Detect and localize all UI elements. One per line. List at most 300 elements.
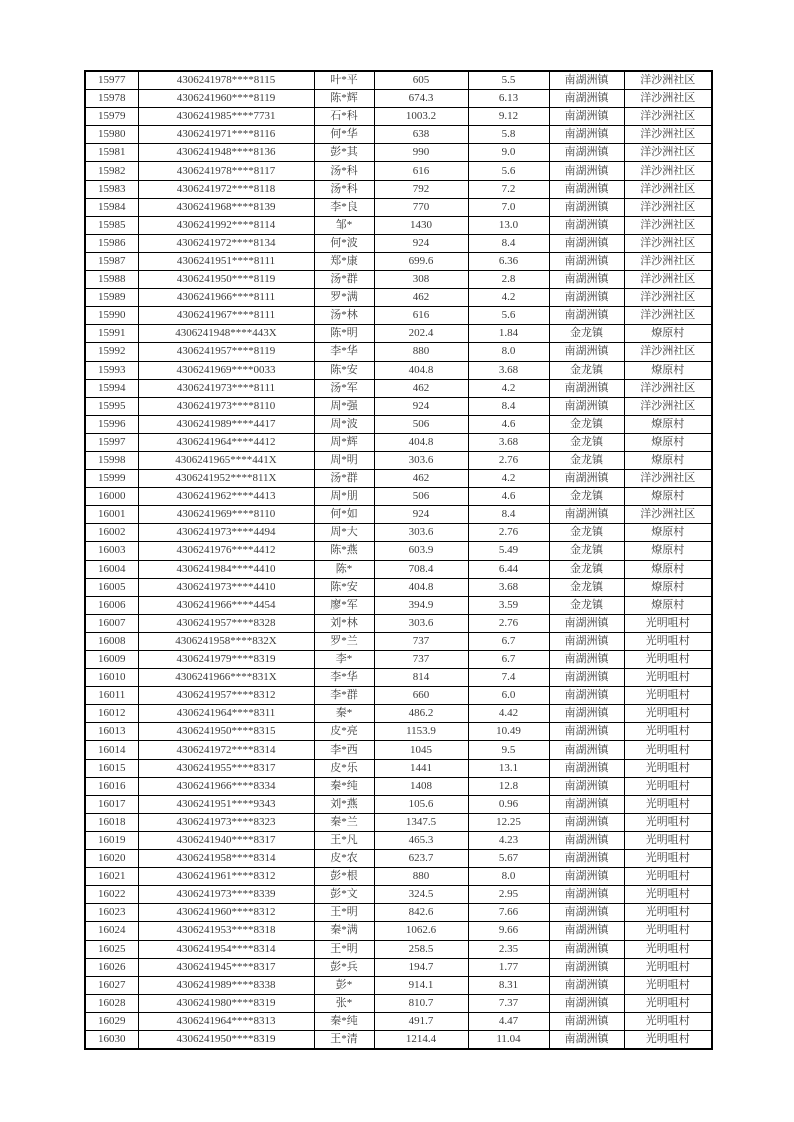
table-row	[85, 813, 712, 831]
cell-id: 4306241957****8312	[138, 687, 314, 705]
cell-name: 彭*其	[314, 144, 374, 162]
cell-id: 4306241973****4410	[138, 578, 314, 596]
cell-id: 4306241984****4410	[138, 560, 314, 578]
table-row	[85, 180, 712, 198]
cell-rate: 6.7	[468, 651, 549, 669]
cell-name: 彭*根	[314, 868, 374, 886]
cell-town: 南湖洲镇	[549, 831, 624, 849]
table-row	[85, 506, 712, 524]
cell-serial: 15982	[85, 162, 138, 180]
cell-town: 南湖洲镇	[549, 777, 624, 795]
cell-amount: 842.6	[374, 904, 468, 922]
cell-id: 4306241973****4494	[138, 524, 314, 542]
cell-town: 南湖洲镇	[549, 850, 624, 868]
cell-amount: 616	[374, 307, 468, 325]
cell-name: 秦*满	[314, 922, 374, 940]
cell-amount: 1441	[374, 759, 468, 777]
cell-id: 4306241950****8319	[138, 1030, 314, 1049]
cell-serial: 15980	[85, 126, 138, 144]
cell-town: 南湖洲镇	[549, 289, 624, 307]
cell-rate: 7.2	[468, 180, 549, 198]
cell-id: 4306241962****4413	[138, 488, 314, 506]
table-row	[85, 252, 712, 270]
cell-town: 南湖洲镇	[549, 252, 624, 270]
cell-name: 陈*安	[314, 578, 374, 596]
cell-town: 南湖洲镇	[549, 813, 624, 831]
cell-town: 南湖洲镇	[549, 1012, 624, 1030]
cell-rate: 5.67	[468, 850, 549, 868]
cell-rate: 6.36	[468, 252, 549, 270]
table-row	[85, 271, 712, 289]
cell-name: 汤*科	[314, 162, 374, 180]
cell-serial: 16026	[85, 958, 138, 976]
cell-rate: 10.49	[468, 723, 549, 741]
cell-town: 南湖洲镇	[549, 144, 624, 162]
cell-serial: 15994	[85, 379, 138, 397]
cell-town: 南湖洲镇	[549, 868, 624, 886]
cell-rate: 13.1	[468, 759, 549, 777]
cell-serial: 16023	[85, 904, 138, 922]
cell-id: 4306241964****4412	[138, 433, 314, 451]
cell-village: 洋沙洲社区	[624, 252, 712, 270]
cell-rate: 5.8	[468, 126, 549, 144]
cell-serial: 15986	[85, 234, 138, 252]
table-row	[85, 614, 712, 632]
cell-amount: 1408	[374, 777, 468, 795]
cell-serial: 15979	[85, 108, 138, 126]
cell-name: 王*凡	[314, 831, 374, 849]
cell-rate: 3.68	[468, 433, 549, 451]
table-row	[85, 144, 712, 162]
cell-rate: 4.2	[468, 289, 549, 307]
table-row	[85, 433, 712, 451]
cell-amount: 699.6	[374, 252, 468, 270]
cell-village: 光明咀村	[624, 831, 712, 849]
cell-id: 4306241972****8134	[138, 234, 314, 252]
cell-name: 汤*林	[314, 307, 374, 325]
cell-amount: 194.7	[374, 958, 468, 976]
table-row	[85, 976, 712, 994]
cell-amount: 1003.2	[374, 108, 468, 126]
cell-serial: 15987	[85, 252, 138, 270]
cell-village: 燎原村	[624, 451, 712, 469]
cell-town: 南湖洲镇	[549, 271, 624, 289]
cell-village: 燎原村	[624, 433, 712, 451]
cell-amount: 394.9	[374, 596, 468, 614]
cell-village: 燎原村	[624, 596, 712, 614]
cell-village: 光明咀村	[624, 940, 712, 958]
cell-town: 金龙镇	[549, 488, 624, 506]
cell-amount: 258.5	[374, 940, 468, 958]
cell-village: 光明咀村	[624, 651, 712, 669]
table-row	[85, 307, 712, 325]
cell-amount: 880	[374, 868, 468, 886]
cell-rate: 7.66	[468, 904, 549, 922]
cell-id: 4306241992****8114	[138, 216, 314, 234]
cell-town: 南湖洲镇	[549, 216, 624, 234]
cell-id: 4306241961****8312	[138, 868, 314, 886]
cell-village: 光明咀村	[624, 886, 712, 904]
cell-id: 4306241952****811X	[138, 470, 314, 488]
cell-serial: 16016	[85, 777, 138, 795]
cell-town: 南湖洲镇	[549, 198, 624, 216]
cell-serial: 15988	[85, 271, 138, 289]
cell-serial: 16029	[85, 1012, 138, 1030]
cell-serial: 16008	[85, 632, 138, 650]
cell-village: 光明咀村	[624, 669, 712, 687]
table-row	[85, 560, 712, 578]
cell-rate: 4.42	[468, 705, 549, 723]
cell-village: 光明咀村	[624, 1030, 712, 1049]
table-row	[85, 90, 712, 108]
table-row	[85, 886, 712, 904]
cell-rate: 2.35	[468, 940, 549, 958]
cell-rate: 0.96	[468, 795, 549, 813]
cell-town: 南湖洲镇	[549, 687, 624, 705]
cell-village: 光明咀村	[624, 687, 712, 705]
cell-town: 南湖洲镇	[549, 180, 624, 198]
cell-amount: 1045	[374, 741, 468, 759]
cell-name: 周*大	[314, 524, 374, 542]
cell-village: 光明咀村	[624, 850, 712, 868]
cell-amount: 792	[374, 180, 468, 198]
cell-name: 汤*群	[314, 470, 374, 488]
cell-village: 光明咀村	[624, 922, 712, 940]
cell-name: 皮*农	[314, 850, 374, 868]
cell-serial: 15984	[85, 198, 138, 216]
cell-rate: 8.4	[468, 397, 549, 415]
cell-name: 李*西	[314, 741, 374, 759]
cell-town: 南湖洲镇	[549, 904, 624, 922]
cell-amount: 202.4	[374, 325, 468, 343]
table-row	[85, 325, 712, 343]
cell-village: 燎原村	[624, 542, 712, 560]
cell-serial: 15998	[85, 451, 138, 469]
cell-name: 李*群	[314, 687, 374, 705]
cell-town: 南湖洲镇	[549, 506, 624, 524]
cell-amount: 990	[374, 144, 468, 162]
cell-town: 金龙镇	[549, 542, 624, 560]
cell-rate: 4.6	[468, 415, 549, 433]
table-row	[85, 234, 712, 252]
cell-rate: 9.12	[468, 108, 549, 126]
cell-id: 4306241966****8111	[138, 289, 314, 307]
cell-serial: 15978	[85, 90, 138, 108]
cell-amount: 462	[374, 379, 468, 397]
cell-village: 洋沙洲社区	[624, 307, 712, 325]
table-row	[85, 687, 712, 705]
cell-name: 周*明	[314, 451, 374, 469]
cell-name: 皮*乐	[314, 759, 374, 777]
table-body	[85, 71, 712, 1049]
cell-village: 洋沙洲社区	[624, 379, 712, 397]
cell-amount: 404.8	[374, 578, 468, 596]
cell-name: 秦*纯	[314, 777, 374, 795]
cell-town: 南湖洲镇	[549, 90, 624, 108]
table-row	[85, 289, 712, 307]
cell-town: 南湖洲镇	[549, 723, 624, 741]
cell-rate: 8.31	[468, 976, 549, 994]
table-row	[85, 940, 712, 958]
cell-amount: 308	[374, 271, 468, 289]
cell-amount: 924	[374, 506, 468, 524]
cell-amount: 1062.6	[374, 922, 468, 940]
cell-town: 南湖洲镇	[549, 994, 624, 1012]
cell-name: 陈*辉	[314, 90, 374, 108]
cell-town: 金龙镇	[549, 361, 624, 379]
cell-serial: 16015	[85, 759, 138, 777]
cell-rate: 1.77	[468, 958, 549, 976]
cell-rate: 5.5	[468, 71, 549, 90]
cell-name: 陈*	[314, 560, 374, 578]
cell-town: 南湖洲镇	[549, 886, 624, 904]
cell-serial: 15996	[85, 415, 138, 433]
cell-id: 4306241950****8119	[138, 271, 314, 289]
cell-serial: 16010	[85, 669, 138, 687]
cell-name: 秦*兰	[314, 813, 374, 831]
cell-town: 南湖洲镇	[549, 795, 624, 813]
cell-serial: 16028	[85, 994, 138, 1012]
table-row	[85, 542, 712, 560]
cell-rate: 3.68	[468, 361, 549, 379]
cell-id: 4306241951****9343	[138, 795, 314, 813]
table-row	[85, 831, 712, 849]
cell-name: 张*	[314, 994, 374, 1012]
cell-rate: 6.0	[468, 687, 549, 705]
cell-id: 4306241966****8334	[138, 777, 314, 795]
cell-id: 4306241969****0033	[138, 361, 314, 379]
cell-rate: 8.4	[468, 234, 549, 252]
cell-village: 洋沙洲社区	[624, 506, 712, 524]
table-row	[85, 632, 712, 650]
cell-name: 邹*	[314, 216, 374, 234]
cell-serial: 16003	[85, 542, 138, 560]
cell-rate: 7.4	[468, 669, 549, 687]
cell-village: 燎原村	[624, 560, 712, 578]
cell-serial: 16006	[85, 596, 138, 614]
cell-town: 南湖洲镇	[549, 705, 624, 723]
cell-serial: 16024	[85, 922, 138, 940]
cell-amount: 462	[374, 470, 468, 488]
cell-rate: 6.7	[468, 632, 549, 650]
cell-amount: 1347.5	[374, 813, 468, 831]
table-row	[85, 868, 712, 886]
cell-town: 金龙镇	[549, 560, 624, 578]
cell-name: 王*清	[314, 1030, 374, 1049]
cell-village: 光明咀村	[624, 813, 712, 831]
cell-town: 南湖洲镇	[549, 940, 624, 958]
cell-amount: 638	[374, 126, 468, 144]
cell-rate: 4.6	[468, 488, 549, 506]
cell-village: 光明咀村	[624, 994, 712, 1012]
table-row	[85, 415, 712, 433]
cell-amount: 462	[374, 289, 468, 307]
table-row	[85, 162, 712, 180]
cell-name: 彭*兵	[314, 958, 374, 976]
cell-serial: 16030	[85, 1030, 138, 1049]
cell-rate: 2.95	[468, 886, 549, 904]
cell-town: 南湖洲镇	[549, 343, 624, 361]
table-row	[85, 198, 712, 216]
cell-id: 4306241985****7731	[138, 108, 314, 126]
cell-amount: 770	[374, 198, 468, 216]
cell-amount: 880	[374, 343, 468, 361]
table-row	[85, 71, 712, 90]
cell-id: 4306241989****4417	[138, 415, 314, 433]
table-row	[85, 596, 712, 614]
cell-name: 叶*平	[314, 71, 374, 90]
table-row	[85, 108, 712, 126]
cell-amount: 303.6	[374, 614, 468, 632]
cell-id: 4306241968****8139	[138, 198, 314, 216]
cell-name: 周*波	[314, 415, 374, 433]
cell-amount: 814	[374, 669, 468, 687]
cell-name: 彭*文	[314, 886, 374, 904]
table-row	[85, 795, 712, 813]
cell-town: 南湖洲镇	[549, 234, 624, 252]
cell-village: 光明咀村	[624, 759, 712, 777]
cell-rate: 4.47	[468, 1012, 549, 1030]
cell-id: 4306241967****8111	[138, 307, 314, 325]
cell-village: 光明咀村	[624, 976, 712, 994]
cell-village: 光明咀村	[624, 777, 712, 795]
cell-amount: 914.1	[374, 976, 468, 994]
cell-id: 4306241979****8319	[138, 651, 314, 669]
cell-town: 南湖洲镇	[549, 759, 624, 777]
table-row	[85, 397, 712, 415]
cell-name: 周*强	[314, 397, 374, 415]
cell-town: 南湖洲镇	[549, 958, 624, 976]
cell-id: 4306241957****8119	[138, 343, 314, 361]
table-row	[85, 723, 712, 741]
cell-rate: 2.8	[468, 271, 549, 289]
table-row	[85, 216, 712, 234]
cell-village: 燎原村	[624, 361, 712, 379]
cell-serial: 15997	[85, 433, 138, 451]
cell-rate: 5.6	[468, 307, 549, 325]
cell-id: 4306241973****8323	[138, 813, 314, 831]
cell-name: 王*明	[314, 904, 374, 922]
table-row	[85, 705, 712, 723]
cell-amount: 616	[374, 162, 468, 180]
cell-amount: 404.8	[374, 361, 468, 379]
cell-name: 秦*	[314, 705, 374, 723]
cell-id: 4306241965****441X	[138, 451, 314, 469]
cell-serial: 15999	[85, 470, 138, 488]
cell-serial: 16018	[85, 813, 138, 831]
cell-rate: 1.84	[468, 325, 549, 343]
cell-village: 光明咀村	[624, 632, 712, 650]
cell-amount: 506	[374, 488, 468, 506]
cell-name: 汤*军	[314, 379, 374, 397]
cell-town: 金龙镇	[549, 433, 624, 451]
cell-serial: 16013	[85, 723, 138, 741]
cell-village: 光明咀村	[624, 1012, 712, 1030]
cell-village: 洋沙洲社区	[624, 234, 712, 252]
cell-amount: 603.9	[374, 542, 468, 560]
cell-name: 陈*安	[314, 361, 374, 379]
roster-table	[84, 70, 713, 1050]
cell-town: 南湖洲镇	[549, 976, 624, 994]
cell-rate: 5.49	[468, 542, 549, 560]
cell-town: 南湖洲镇	[549, 651, 624, 669]
cell-id: 4306241989****8338	[138, 976, 314, 994]
table-row	[85, 126, 712, 144]
cell-amount: 810.7	[374, 994, 468, 1012]
cell-id: 4306241945****8317	[138, 958, 314, 976]
cell-id: 4306241958****832X	[138, 632, 314, 650]
cell-serial: 15983	[85, 180, 138, 198]
table-row	[85, 488, 712, 506]
table-row	[85, 451, 712, 469]
cell-amount: 324.5	[374, 886, 468, 904]
cell-rate: 3.68	[468, 578, 549, 596]
cell-village: 光明咀村	[624, 958, 712, 976]
cell-serial: 16000	[85, 488, 138, 506]
cell-id: 4306241971****8116	[138, 126, 314, 144]
cell-village: 洋沙洲社区	[624, 470, 712, 488]
cell-id: 4306241940****8317	[138, 831, 314, 849]
cell-id: 4306241969****8110	[138, 506, 314, 524]
cell-rate: 12.8	[468, 777, 549, 795]
cell-name: 陈*燕	[314, 542, 374, 560]
cell-amount: 924	[374, 397, 468, 415]
cell-rate: 13.0	[468, 216, 549, 234]
cell-village: 燎原村	[624, 488, 712, 506]
cell-town: 金龙镇	[549, 451, 624, 469]
cell-village: 光明咀村	[624, 868, 712, 886]
cell-name: 秦*纯	[314, 1012, 374, 1030]
cell-amount: 486.2	[374, 705, 468, 723]
cell-name: 石*科	[314, 108, 374, 126]
cell-id: 4306241957****8328	[138, 614, 314, 632]
cell-serial: 15989	[85, 289, 138, 307]
cell-town: 南湖洲镇	[549, 307, 624, 325]
cell-serial: 16027	[85, 976, 138, 994]
cell-town: 金龙镇	[549, 578, 624, 596]
cell-serial: 16011	[85, 687, 138, 705]
cell-rate: 7.0	[468, 198, 549, 216]
cell-town: 南湖洲镇	[549, 126, 624, 144]
table-row	[85, 343, 712, 361]
cell-serial: 16001	[85, 506, 138, 524]
table-row	[85, 759, 712, 777]
cell-village: 洋沙洲社区	[624, 126, 712, 144]
cell-village: 光明咀村	[624, 723, 712, 741]
cell-serial: 16025	[85, 940, 138, 958]
cell-name: 王*明	[314, 940, 374, 958]
cell-rate: 4.23	[468, 831, 549, 849]
cell-rate: 9.0	[468, 144, 549, 162]
cell-amount: 708.4	[374, 560, 468, 578]
table-row	[85, 777, 712, 795]
table-row	[85, 578, 712, 596]
cell-name: 何*波	[314, 234, 374, 252]
cell-serial: 16020	[85, 850, 138, 868]
cell-amount: 737	[374, 651, 468, 669]
cell-village: 洋沙洲社区	[624, 216, 712, 234]
cell-id: 4306241972****8118	[138, 180, 314, 198]
cell-id: 4306241978****8115	[138, 71, 314, 90]
cell-id: 4306241966****4454	[138, 596, 314, 614]
cell-rate: 3.59	[468, 596, 549, 614]
cell-id: 4306241954****8314	[138, 940, 314, 958]
table-row	[85, 1012, 712, 1030]
cell-id: 4306241948****443X	[138, 325, 314, 343]
cell-serial: 15991	[85, 325, 138, 343]
table-row	[85, 922, 712, 940]
cell-name: 廖*军	[314, 596, 374, 614]
